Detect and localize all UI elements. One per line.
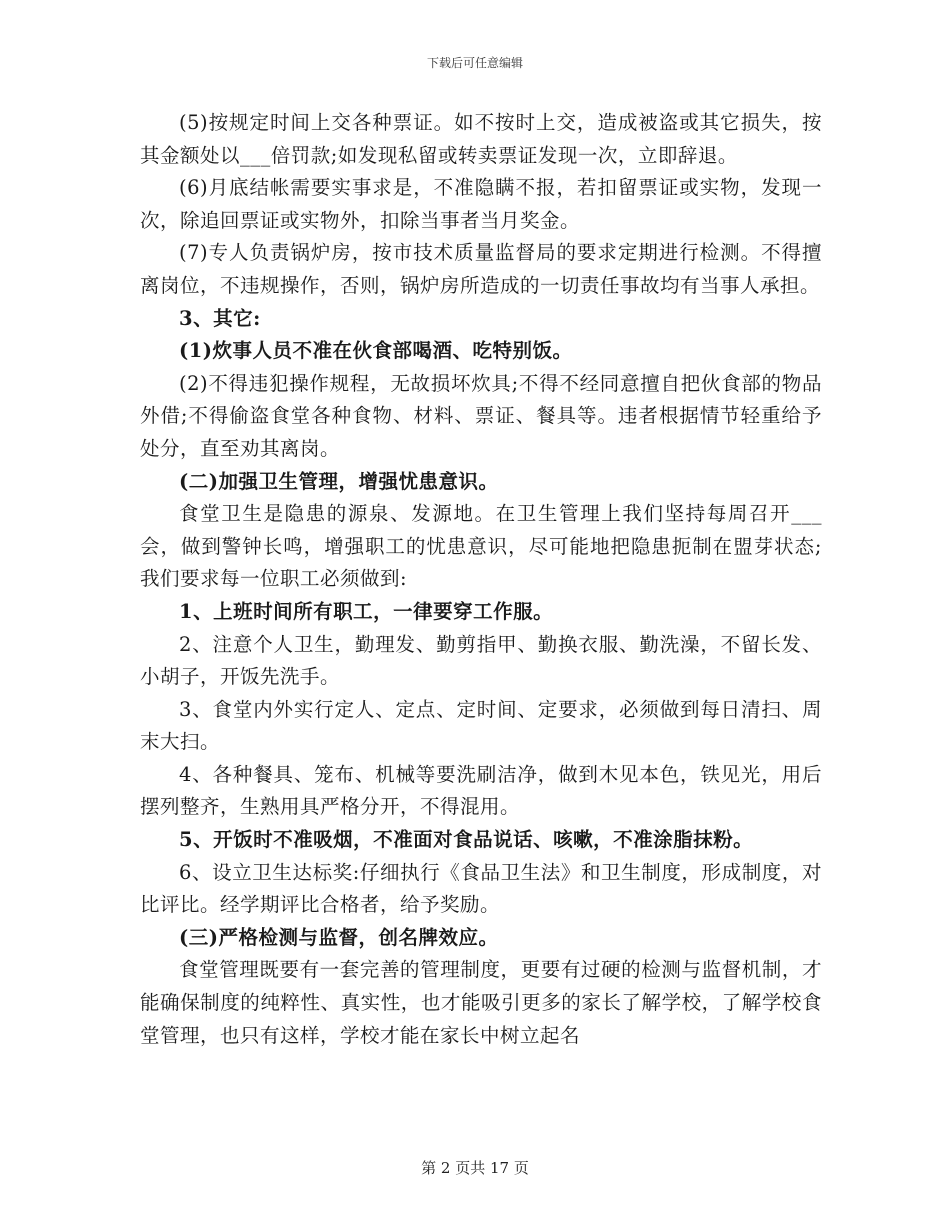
rule-work-clothes: 1、上班时间所有职工，一律要穿工作服。 [179, 599, 554, 623]
paragraph-hygiene-intro: 食堂卫生是隐患的源泉、发源地。在卫生管理上我们坚持每周召开___会，做到警钟长鸣，增强职工的忧患意识，尽可能地把隐患扼制在盟芽状态;我们要求每一位职工必须做到: [140, 502, 822, 591]
heading-inspection: (三)严格检测与监督，创名牌效应。 [179, 925, 499, 949]
rule-personal-hygiene: 2、注意个人卫生，勤理发、勤剪指甲、勤换衣服、勤洗澡，不留长发、小胡子，开饭先洗手。 [140, 632, 822, 689]
page-header: 下载后可任意编辑 [426, 56, 523, 70]
paragraph-6-month-end: (6)月底结帐需要实事求是，不准隐瞒不报，若扣留票证或实物，发现一次，除追回票证或实物外，扣除当事者当月奖金。 [140, 176, 822, 232]
rule-cleaning: 3、食堂内外实行定人、定点、定时间、定要求，必须做到每日清扫、周末大扫。 [140, 697, 822, 754]
paragraph-5-tickets: (5)按规定时间上交各种票证。如不按时上交，造成被盗或其它损失，按其金额处以___倍罚款;如发现私留或转卖票证发现一次，立即辞退。 [140, 111, 822, 167]
rule-no-smoking: 5、开饭时不准吸烟，不准面对食品说话、咳嗽，不准涂脂抹粉。 [179, 828, 754, 852]
page-footer: 第 2 页共 17 页 [421, 1159, 529, 1177]
rule-hygiene-award: 6、设立卫生达标奖:仔细执行《食品卫生法》和卫生制度，形成制度，对比评比。经学期评比合格者，给予奖励。 [140, 860, 822, 917]
heading-others: 3、其它: [179, 306, 261, 330]
heading-hygiene: (二)加强卫生管理，增强忧患意识。 [179, 469, 499, 493]
document-body [140, 107, 822, 1052]
rule-operation: (2)不得违犯操作规程，无故损坏炊具;不得不经同意擅自把伙食部的物品外借;不得偷盗食堂各种食物、材料、票证、餐具等。违者根据情节轻重给予处分，直至劝其离岗。 [140, 371, 822, 460]
rule-tableware: 4、各种餐具、笼布、机械等要洗刷洁净，做到木见本色，铁见光，用后摆列整齐，生熟用具严格分开，不得混用。 [140, 762, 822, 819]
paragraph-7-boiler: (7)专人负责锅炉房，按市技术质量监督局的要求定期进行检测。不得擅离岗位，不违规操作，否则，锅炉房所造成的一切责任事故均有当事人承担。 [140, 241, 822, 297]
paragraph-inspection: 食堂管理既要有一套完善的管理制度，更要有过硬的检测与监督机制，才能确保制度的纯粹性、真实性，也才能吸引更多的家长了解学校，了解学校食堂管理，也只有这样，学校才能在家长中树立起名 [140, 958, 822, 1047]
rule-no-drinking: (1)炊事人员不准在伙食部喝酒、吃特别饭。 [179, 339, 573, 363]
